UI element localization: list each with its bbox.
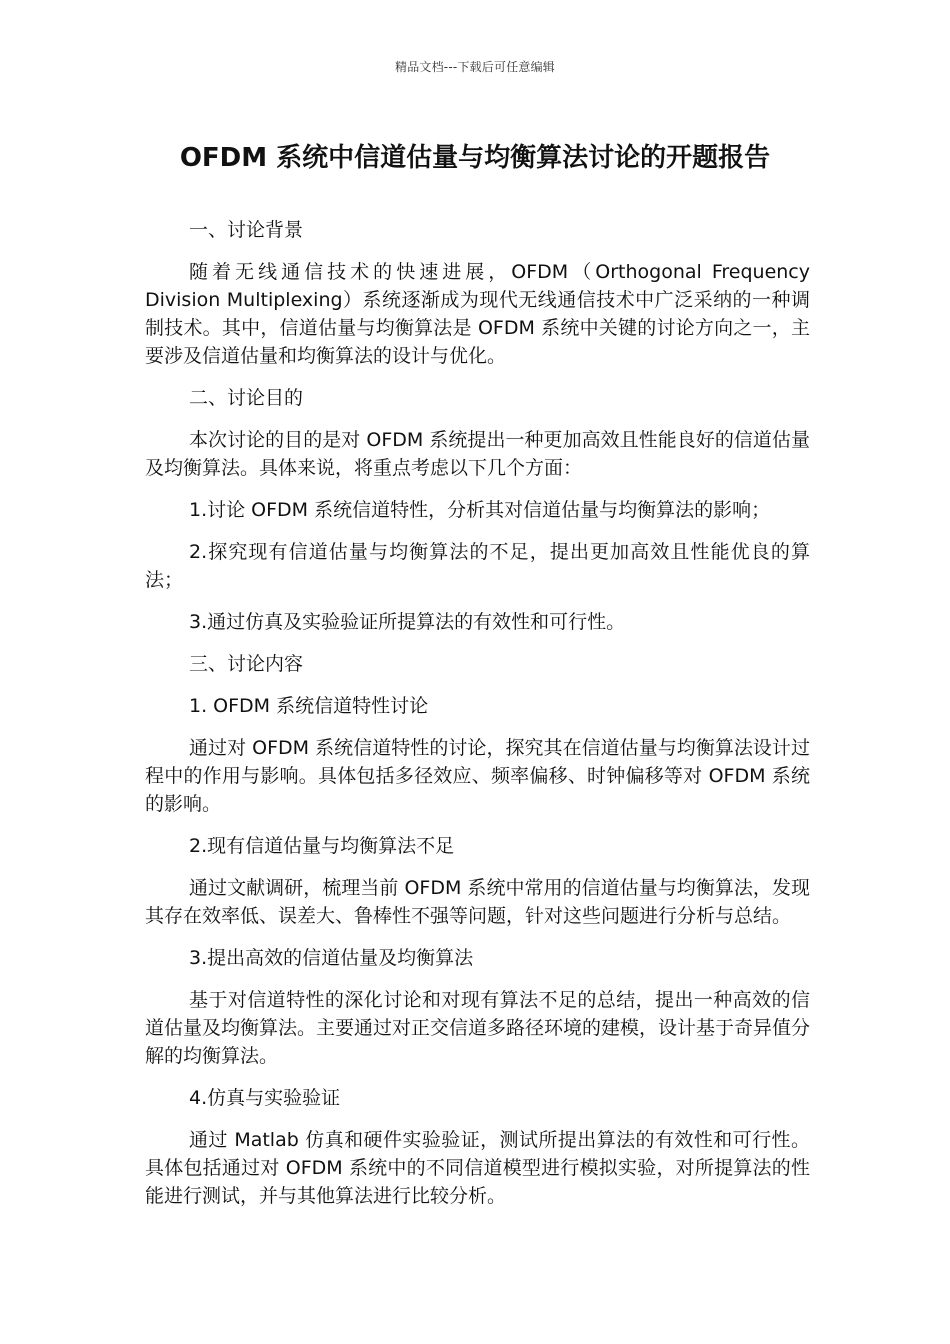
subheading-proposed-algorithm: 3.提出高效的信道估量及均衡算法 xyxy=(189,947,474,969)
paragraph-purpose: 本次讨论的目的是对 OFDM 系统提出一种更加高效且性能良好的信道估量及均衡算法。具体来说，将重点考虑以下几个方面： xyxy=(145,429,810,479)
purpose-item-3: 3.通过仿真及实验验证所提算法的有效性和可行性。 xyxy=(189,611,626,633)
paragraph-simulation: 通过 Matlab 仿真和硬件实验验证，测试所提出算法的有效性和可行性。具体包括通过对 OFDM 系统中的不同信道模型进行模拟实验，对所提算法的性能进行测试，并与其他算法进行比较分析。 xyxy=(145,1129,810,1207)
document-body xyxy=(145,216,810,1224)
section-heading-content: 三、讨论内容 xyxy=(189,653,304,675)
section-heading-background: 一、讨论背景 xyxy=(189,219,304,241)
paragraph-background: 随着无线通信技术的快速进展，OFDM（Orthogonal Frequency Division Multiplexing）系统逐渐成为现代无线通信技术中广泛采纳的一种调制技术。其中，信道估量与均衡算法是 OFDM 系统中关键的讨论方向之一，主要涉及信道估量和均衡算法的设计与优化。 xyxy=(145,261,810,367)
subheading-existing-shortcomings: 2.现有信道估量与均衡算法不足 xyxy=(189,835,455,857)
document-title: OFDM 系统中信道估量与均衡算法讨论的开题报告 xyxy=(179,143,771,173)
paragraph-channel-characteristics: 通过对 OFDM 系统信道特性的讨论，探究其在信道估量与均衡算法设计过程中的作用与影响。具体包括多径效应、频率偏移、时钟偏移等对 OFDM 系统的影响。 xyxy=(145,737,810,815)
purpose-item-2: 2.探究现有信道估量与均衡算法的不足，提出更加高效且性能优良的算法； xyxy=(145,541,810,591)
paragraph-proposed-algorithm: 基于对信道特性的深化讨论和对现有算法不足的总结，提出一种高效的信道估量及均衡算法。主要通过对正交信道多路径环境的建模，设计基于奇异值分解的均衡算法。 xyxy=(145,989,811,1067)
purpose-item-1: 1.讨论 OFDM 系统信道特性，分析其对信道估量与均衡算法的影响； xyxy=(189,499,771,521)
subheading-channel-characteristics: 1. OFDM 系统信道特性讨论 xyxy=(189,695,429,717)
section-heading-purpose: 二、讨论目的 xyxy=(189,387,304,409)
subheading-simulation: 4.仿真与实验验证 xyxy=(189,1087,341,1109)
header-note: 精品文档---下载后可任意编辑 xyxy=(395,60,555,74)
paragraph-existing-shortcomings: 通过文献调研，梳理当前 OFDM 系统中常用的信道估量与均衡算法，发现其存在效率低、误差大、鲁棒性不强等问题，针对这些问题进行分析与总结。 xyxy=(145,877,810,927)
